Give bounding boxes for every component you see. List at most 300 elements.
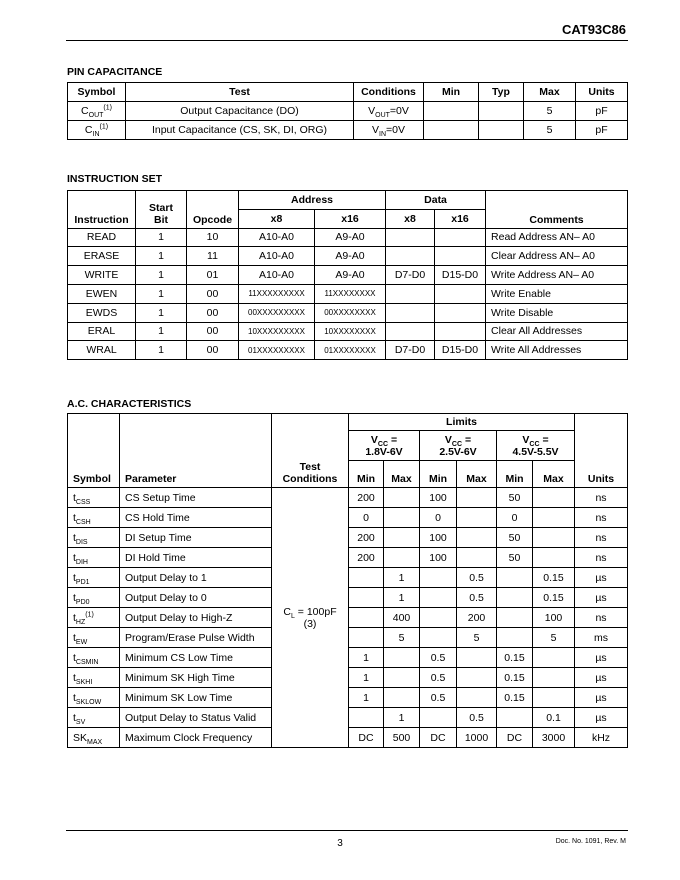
symbol-text: t (73, 491, 76, 504)
cond-text: V (368, 105, 376, 117)
symbol-note: (1) (85, 611, 94, 618)
parameter-cell: Output Delay to High-Z (120, 608, 272, 628)
min-cell (349, 568, 384, 588)
vcc-sub: CC (451, 440, 463, 448)
data-x16-cell: D15-D0 (435, 266, 486, 285)
symbol-sub: HZ (75, 618, 86, 626)
symbol-sub: DIH (75, 558, 88, 566)
table-row (68, 228, 628, 247)
symbol-cell (68, 588, 120, 608)
instruction-cell: WRITE (68, 266, 136, 285)
symbol-sub: SV (75, 718, 86, 726)
symbol-cell (68, 488, 120, 508)
symbol-cell (68, 688, 120, 708)
col-header-address: Address (239, 191, 386, 210)
max-cell: 1 (384, 708, 420, 728)
conditions-cell (354, 102, 424, 121)
instruction-set-title: INSTRUCTION SET (67, 173, 163, 185)
symbol-cell (68, 548, 120, 568)
typ-cell (479, 121, 524, 140)
instruction-cell: WRAL (68, 341, 136, 360)
conditions-label: Conditions (282, 473, 338, 485)
comment-cell: Read Address AN– A0 (486, 228, 628, 247)
min-cell: 200 (349, 548, 384, 568)
pin-capacitance-title: PIN CAPACITANCE (67, 66, 163, 78)
max-cell (533, 508, 575, 528)
min-cell (420, 628, 457, 648)
units-cell: ns (575, 608, 628, 628)
min-cell: 200 (349, 528, 384, 548)
data-x16-cell (435, 247, 486, 266)
max-cell (384, 488, 420, 508)
units-cell: ns (575, 528, 628, 548)
symbol-sub: OUT (88, 112, 104, 120)
address-x8-cell: 11XXXXXXXXX (239, 284, 315, 303)
symbol-cell (68, 668, 120, 688)
cond-text: V (372, 124, 380, 136)
instruction-set-table (67, 190, 628, 360)
max-cell: 0.5 (457, 588, 497, 608)
col-header-test-conditions (272, 414, 349, 488)
min-cell: 0.5 (420, 648, 457, 668)
test-cell: Output Capacitance (DO) (126, 102, 354, 121)
max-cell: 1 (384, 568, 420, 588)
units-cell: kHz (575, 728, 628, 748)
max-cell (533, 528, 575, 548)
data-x8-cell (386, 228, 435, 247)
max-cell (384, 688, 420, 708)
symbol-note: (1) (103, 104, 112, 112)
comment-cell: Write Disable (486, 303, 628, 322)
col-header-comments: Comments (486, 191, 628, 229)
parameter-cell: DI Setup Time (120, 528, 272, 548)
symbol-text: C (81, 105, 89, 117)
col-header-instruction: Instruction (68, 191, 136, 229)
max-cell: 5 (457, 628, 497, 648)
vcc-label: V (370, 433, 378, 446)
parameter-cell: DI Hold Time (120, 548, 272, 568)
footer-rule (66, 830, 628, 831)
table-row (68, 303, 628, 322)
symbol-cell (68, 508, 120, 528)
max-cell (384, 548, 420, 568)
address-x16-cell: 01XXXXXXXX (315, 341, 386, 360)
symbol-text: t (73, 631, 76, 644)
vcc-label: V (522, 433, 530, 446)
max-cell (384, 648, 420, 668)
symbol-sub: DIS (75, 538, 88, 546)
max-cell (457, 648, 497, 668)
symbol-sub: EW (75, 638, 88, 646)
symbol-cell (68, 528, 120, 548)
start-bit-cell: 1 (136, 228, 187, 247)
col-header-max: Max (384, 461, 420, 488)
opcode-cell: 00 (187, 303, 239, 322)
min-cell: 100 (420, 528, 457, 548)
table-header-row (68, 414, 628, 431)
max-cell: 5 (384, 628, 420, 648)
table-row (68, 102, 628, 121)
opcode-cell: 00 (187, 284, 239, 303)
symbol-text: t (73, 611, 76, 624)
data-x16-cell (435, 322, 486, 341)
units-cell: µs (575, 688, 628, 708)
header-rule (66, 40, 628, 41)
parameter-cell: Output Delay to Status Valid (120, 708, 272, 728)
symbol-cell (68, 608, 120, 628)
instruction-cell: EWDS (68, 303, 136, 322)
symbol-text: t (73, 511, 76, 524)
units-cell: ns (575, 508, 628, 528)
col-header-units: Units (575, 414, 628, 488)
comment-cell: Clear All Addresses (486, 322, 628, 341)
max-cell: 100 (533, 608, 575, 628)
min-cell: 1 (349, 688, 384, 708)
col-header: Test (126, 83, 354, 102)
comment-cell: Write All Addresses (486, 341, 628, 360)
vcc-eq: = (388, 433, 398, 446)
bit-label: Bit (154, 213, 168, 226)
conditions-cell (354, 121, 424, 140)
cond-text: C (283, 605, 291, 618)
vcc-eq: = (462, 433, 472, 446)
address-x16-cell: 00XXXXXXXX (315, 303, 386, 322)
page-number: 3 (337, 838, 343, 849)
max-cell (457, 548, 497, 568)
test-label: Test (299, 461, 321, 473)
opcode-cell: 00 (187, 322, 239, 341)
min-cell: DC (497, 728, 533, 748)
max-cell: 0.15 (533, 588, 575, 608)
min-cell: 50 (497, 548, 533, 568)
col-header-start-bit (136, 191, 187, 229)
start-bit-cell: 1 (136, 247, 187, 266)
symbol-text: t (73, 571, 76, 584)
parameter-cell: CS Setup Time (120, 488, 272, 508)
symbol-note: (1) (99, 123, 109, 131)
address-x16-cell: A9-A0 (315, 266, 386, 285)
min-cell: 0 (420, 508, 457, 528)
min-cell (349, 628, 384, 648)
max-cell: 3000 (533, 728, 575, 748)
symbol-cell (68, 121, 126, 140)
max-cell (384, 668, 420, 688)
parameter-cell: Output Delay to 1 (120, 568, 272, 588)
max-cell: 5 (524, 121, 576, 140)
symbol-text: t (73, 691, 76, 704)
parameter-cell: Maximum Clock Frequency (120, 728, 272, 748)
opcode-cell: 00 (187, 341, 239, 360)
parameter-cell: Minimum CS Low Time (120, 648, 272, 668)
range-label: 2.5V-6V (439, 445, 477, 458)
cond-sub: OUT (375, 112, 390, 120)
address-x8-cell: A10-A0 (239, 228, 315, 247)
min-cell: 50 (497, 528, 533, 548)
col-header-symbol: Symbol (68, 414, 120, 488)
table-row (68, 284, 628, 303)
data-x8-cell (386, 322, 435, 341)
max-cell: 500 (384, 728, 420, 748)
min-cell: 0.15 (497, 688, 533, 708)
data-x8-cell: D7-D0 (386, 266, 435, 285)
comment-cell: Clear Address AN– A0 (486, 247, 628, 266)
min-cell: 0 (497, 508, 533, 528)
address-x8-cell: 00XXXXXXXXX (239, 303, 315, 322)
symbol-sub: CSS (75, 498, 91, 506)
col-header-limits: Limits (349, 414, 575, 431)
symbol-sub: SKHI (75, 678, 93, 686)
start-bit-cell: 1 (136, 341, 187, 360)
min-cell (420, 588, 457, 608)
col-header-max: Max (533, 461, 575, 488)
symbol-text: C (84, 124, 93, 136)
table-row (68, 266, 628, 285)
data-x8-cell (386, 247, 435, 266)
table-row (68, 322, 628, 341)
comment-cell: Write Address AN– A0 (486, 266, 628, 285)
start-bit-cell: 1 (136, 266, 187, 285)
col-header: Symbol (68, 83, 126, 102)
address-x16-cell: A9-A0 (315, 228, 386, 247)
col-header: Units (576, 83, 628, 102)
symbol-cell (68, 728, 120, 748)
min-cell (497, 628, 533, 648)
max-cell: 5 (524, 102, 576, 121)
min-cell (420, 568, 457, 588)
max-cell: 0.5 (457, 568, 497, 588)
start-bit-cell: 1 (136, 322, 187, 341)
document-number: Doc. No. 1091, Rev. M (555, 838, 626, 845)
symbol-sub: PD0 (75, 598, 90, 606)
data-x16-cell: D15-D0 (435, 341, 486, 360)
address-x8-cell: 10XXXXXXXXX (239, 322, 315, 341)
vcc-range-3 (497, 431, 575, 461)
start-bit-cell: 1 (136, 284, 187, 303)
range-label: 1.8V-6V (365, 445, 403, 458)
min-cell: DC (420, 728, 457, 748)
cond-value: =0V (389, 105, 409, 117)
data-x16-cell (435, 228, 486, 247)
address-x16-cell: 11XXXXXXXX (315, 284, 386, 303)
table-header-row (68, 191, 628, 210)
min-cell (497, 568, 533, 588)
instruction-cell: ERAL (68, 322, 136, 341)
min-cell: 200 (349, 488, 384, 508)
max-cell (533, 668, 575, 688)
parameter-cell: CS Hold Time (120, 508, 272, 528)
cond-note: (3) (303, 617, 317, 630)
cond-sub: IN (379, 131, 387, 139)
col-header-min: Min (420, 461, 457, 488)
min-cell (420, 608, 457, 628)
symbol-cell (68, 648, 120, 668)
symbol-sub: PD1 (75, 578, 90, 586)
opcode-cell: 11 (187, 247, 239, 266)
units-cell: µs (575, 648, 628, 668)
data-x16-cell (435, 303, 486, 322)
comment-cell: Write Enable (486, 284, 628, 303)
min-cell: 1 (349, 648, 384, 668)
max-cell (533, 488, 575, 508)
units-cell: ns (575, 488, 628, 508)
min-cell: 50 (497, 488, 533, 508)
data-x8-cell: D7-D0 (386, 341, 435, 360)
col-header-address-x8: x8 (239, 209, 315, 228)
max-cell: 0.5 (457, 708, 497, 728)
ac-characteristics-title: A.C. CHARACTERISTICS (67, 398, 192, 410)
symbol-sub: SKLOW (75, 698, 102, 706)
min-cell (497, 608, 533, 628)
units-cell: µs (575, 708, 628, 728)
start-label: Start (149, 201, 173, 214)
test-conditions-cell (272, 488, 349, 748)
col-header: Max (524, 83, 576, 102)
instruction-cell: EWEN (68, 284, 136, 303)
max-cell (457, 508, 497, 528)
symbol-sub: CSH (75, 518, 91, 526)
min-cell: DC (349, 728, 384, 748)
data-x8-cell (386, 303, 435, 322)
col-header: Min (424, 83, 479, 102)
vcc-range-2 (420, 431, 497, 461)
max-cell (457, 528, 497, 548)
symbol-sub: CSMIN (75, 658, 99, 666)
min-cell: 100 (420, 488, 457, 508)
symbol-cell (68, 568, 120, 588)
max-cell (384, 508, 420, 528)
parameter-cell: Output Delay to 0 (120, 588, 272, 608)
parameter-cell: Program/Erase Pulse Width (120, 628, 272, 648)
symbol-text: t (73, 591, 76, 604)
max-cell: 5 (533, 628, 575, 648)
units-cell: ms (575, 628, 628, 648)
table-row (68, 247, 628, 266)
col-header-data-x16: x16 (435, 209, 486, 228)
min-cell: 0.5 (420, 688, 457, 708)
units-cell: µs (575, 568, 628, 588)
col-header-min: Min (497, 461, 533, 488)
units-cell: µs (575, 668, 628, 688)
min-cell (349, 608, 384, 628)
col-header-max: Max (457, 461, 497, 488)
max-cell: 200 (457, 608, 497, 628)
col-header-parameter: Parameter (120, 414, 272, 488)
range-label: 4.5V-5.5V (512, 445, 559, 458)
symbol-text: t (73, 711, 76, 724)
symbol-sub: MAX (87, 738, 103, 746)
col-header-address-x16: x16 (315, 209, 386, 228)
max-cell: 400 (384, 608, 420, 628)
symbol-text: t (73, 531, 76, 544)
address-x16-cell: A9-A0 (315, 247, 386, 266)
symbol-text: SK (73, 731, 88, 744)
instruction-cell: READ (68, 228, 136, 247)
min-cell (349, 708, 384, 728)
parameter-cell: Minimum SK Low Time (120, 688, 272, 708)
vcc-sub: CC (377, 440, 389, 448)
table-row (68, 121, 628, 140)
min-cell (497, 708, 533, 728)
units-cell: pF (576, 121, 628, 140)
units-cell: ns (575, 548, 628, 568)
min-cell: 0.15 (497, 648, 533, 668)
min-cell (349, 588, 384, 608)
col-header: Conditions (354, 83, 424, 102)
address-x8-cell: A10-A0 (239, 247, 315, 266)
test-cell: Input Capacitance (CS, SK, DI, ORG) (126, 121, 354, 140)
min-cell: 0.5 (420, 668, 457, 688)
min-cell: 1 (349, 668, 384, 688)
units-cell: pF (576, 102, 628, 121)
opcode-cell: 01 (187, 266, 239, 285)
address-x16-cell: 10XXXXXXXX (315, 322, 386, 341)
data-x8-cell (386, 284, 435, 303)
ac-characteristics-table (67, 413, 628, 748)
min-cell (420, 708, 457, 728)
col-header-opcode: Opcode (187, 191, 239, 229)
table-row (68, 341, 628, 360)
address-x8-cell: 01XXXXXXXXX (239, 341, 315, 360)
symbol-cell (68, 628, 120, 648)
symbol-cell (68, 102, 126, 121)
max-cell (533, 548, 575, 568)
data-x16-cell (435, 284, 486, 303)
min-cell: 0 (349, 508, 384, 528)
typ-cell (479, 102, 524, 121)
max-cell: 0.15 (533, 568, 575, 588)
max-cell (457, 488, 497, 508)
symbol-text: t (73, 671, 76, 684)
max-cell (457, 688, 497, 708)
max-cell (533, 688, 575, 708)
start-bit-cell: 1 (136, 303, 187, 322)
pin-capacitance-table (67, 82, 628, 140)
part-number: CAT93C86 (561, 22, 626, 37)
min-cell (424, 102, 479, 121)
col-header-data-x8: x8 (386, 209, 435, 228)
symbol-text: t (73, 551, 76, 564)
symbol-text: t (73, 651, 76, 664)
cond-value: = 100pF (294, 605, 337, 618)
col-header-data: Data (386, 191, 486, 210)
table-header-row (68, 83, 628, 102)
parameter-cell: Minimum SK High Time (120, 668, 272, 688)
max-cell: 0.1 (533, 708, 575, 728)
symbol-cell (68, 708, 120, 728)
vcc-eq: = (539, 433, 549, 446)
min-cell: 0.15 (497, 668, 533, 688)
address-x8-cell: A10-A0 (239, 266, 315, 285)
vcc-sub: CC (529, 440, 540, 448)
opcode-cell: 10 (187, 228, 239, 247)
min-cell (497, 588, 533, 608)
vcc-range-1 (349, 431, 420, 461)
max-cell (384, 528, 420, 548)
units-cell: µs (575, 588, 628, 608)
min-cell: 100 (420, 548, 457, 568)
table-row (68, 488, 628, 508)
min-cell (424, 121, 479, 140)
max-cell: 1 (384, 588, 420, 608)
cond-value: =0V (386, 124, 405, 136)
max-cell: 1000 (457, 728, 497, 748)
col-header-min: Min (349, 461, 384, 488)
max-cell (533, 648, 575, 668)
col-header: Typ (479, 83, 524, 102)
symbol-sub: IN (92, 131, 100, 139)
max-cell (457, 668, 497, 688)
cond-sub: L (290, 612, 295, 620)
